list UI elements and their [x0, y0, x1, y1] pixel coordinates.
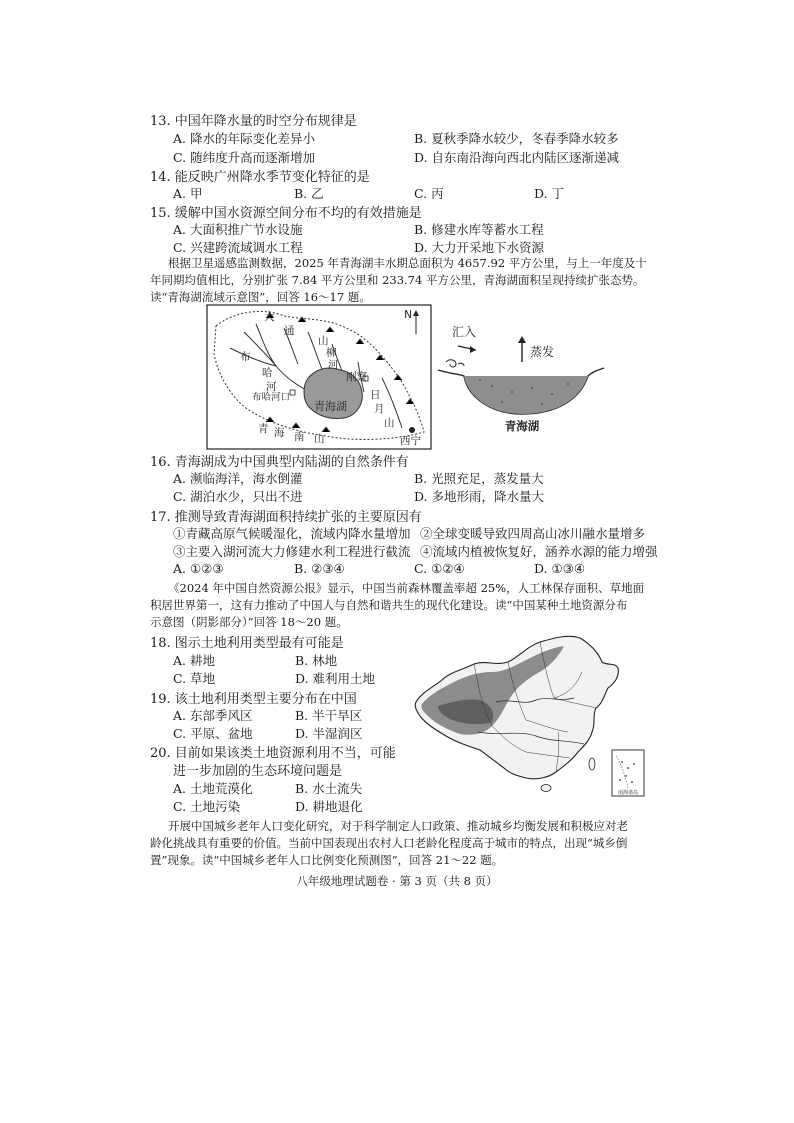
gangcha-label: 刚察 [346, 371, 367, 383]
question-16-stem: 16. 青海湖成为中国典型内陆湖的自然条件有 [150, 455, 409, 470]
passage-2-line-2: 积居世界第一，这有力推动了中国人与自然和谐共生的现代化建设。读“中国某种土地资源分布 [150, 598, 628, 612]
q13-option-a: A. 降水的年际变化差异小 [173, 131, 315, 146]
map-label-shan-1: 山 [318, 335, 329, 347]
passage-1-line-2: 年同期均值相比，分别扩张 7.84 平方公里和 233.74 平方公里，青海湖面积呈现持续扩张态势。 [150, 273, 645, 287]
map-label-ri: 日 [370, 389, 381, 401]
map-label-shan-3: 山 [314, 433, 325, 445]
q20-option-b: B. 水土流失 [295, 781, 363, 796]
map-label-bu: 布 [240, 351, 251, 363]
q14-option-b: B. 乙 [294, 186, 324, 201]
section-lake-label: 青海湖 [504, 419, 540, 433]
q13-option-c: C. 随纬度升高而逐渐增加 [173, 150, 316, 165]
passage-2-line-3: 示意图（阴影部分）”回答 18～20 题。 [150, 615, 348, 629]
q14-option-d: D. 丁 [534, 186, 565, 201]
q19-option-b: B. 半干旱区 [295, 708, 363, 723]
map-label-qing: 青 [258, 423, 269, 435]
question-15-stem: 15. 缓解中国水资源空间分布不均的有效措施是 [150, 206, 422, 221]
q19-option-d: D. 半湿润区 [295, 726, 363, 741]
buha-river-mouth-label: 布哈河口 [252, 392, 291, 403]
map-label-tong: 通 [284, 325, 295, 337]
map-label-shan-2: 山 [384, 417, 395, 429]
passage-2-line-1: 《2024 年中国自然资源公报》显示，中国当前森林覆盖率超 25%，人工林保存面积、草地面 [168, 581, 645, 595]
question-13-stem: 13. 中国年降水量的时空分布规律是 [150, 114, 357, 129]
q15-option-a: A. 大面积推广节水设施 [173, 222, 303, 237]
xining-label: 西宁 [400, 435, 421, 447]
q13-option-d: D. 自东南沿海向西北内陆区逐渐递减 [414, 150, 620, 165]
map-label-liu-he: 河 [328, 359, 339, 371]
question-14-stem: 14. 能反映广州降水季节变化特征的是 [150, 170, 370, 185]
question-20-stem-line-2: 进一步加剧的生态环境问题是 [173, 764, 343, 779]
evaporation-label: 蒸发 [530, 345, 555, 359]
q17-statement-1: ①青藏高原气候暖湿化，流域内降水量增加 [173, 526, 411, 541]
map-label-yue: 月 [374, 403, 385, 415]
question-18-stem: 18. 图示土地利用类型最有可能是 [150, 636, 344, 651]
q15-option-d: D. 大力开采地下水资源 [414, 240, 545, 255]
lake-label: 青海湖 [314, 400, 347, 413]
q19-option-c: C. 平原、盆地 [173, 726, 253, 741]
q16-option-b: B. 光照充足，蒸发量大 [414, 471, 544, 486]
q17-option-c: C. ①②④ [414, 561, 465, 576]
q18-option-d: D. 难利用土地 [295, 671, 376, 686]
passage-1-line-3: 读“青海湖流域示意图”，回答 16～17 题。 [150, 290, 371, 304]
page-footer: 八年级地理试题卷 · 第 3 页（共 8 页） [296, 874, 498, 888]
q17-option-a: A. ①②③ [173, 561, 224, 576]
q17-statement-2: ②全球变暖导致四周高山冰川融水量增多 [420, 526, 646, 541]
passage-3-line-2: 龄化挑战具有重要的价值。当前中国表现出农村人口老龄化程度高于城市的特点，出现“城乡倒 [150, 836, 628, 850]
q20-option-d: D. 耕地退化 [295, 799, 363, 814]
q18-option-a: A. 耕地 [173, 653, 215, 668]
q16-option-a: A. 濒临海洋，海水倒灌 [173, 471, 303, 486]
map-label-nan: 南 [294, 431, 305, 443]
passage-1-line-1: 根据卫星遥感监测数据，2025 年青海湖丰水期总面积为 4657.92 平方公里，与上一年度及十 [168, 256, 647, 270]
question-17-stem: 17. 推测导致青海湖面积持续扩张的主要原因有 [150, 510, 422, 525]
q15-option-b: B. 修建水库等蓄水工程 [414, 222, 544, 237]
map-label-he: 河 [266, 381, 277, 393]
q16-option-d: D. 多地形雨，降水量大 [414, 489, 545, 504]
q17-option-d: D. ①③④ [534, 561, 586, 576]
map-label-da: 大 [264, 311, 275, 323]
question-19-stem: 19. 该土地利用类型主要分布在中国 [150, 692, 357, 707]
map-label-hai: 海 [274, 427, 285, 439]
passage-3-line-3: 置”现象。读“中国城乡老年人口比例变化预测图”，回答 21～22 题。 [150, 853, 504, 867]
question-20-stem-line-1: 20. 目前如果该类土地资源利用不当，可能 [150, 746, 396, 761]
qinghai-lake-basin-map [206, 304, 432, 450]
q14-option-c: C. 丙 [414, 186, 444, 201]
passage-3-line-1: 开展中国城乡老年人口变化研究，对于科学制定人口政策、推动城乡均衡发展和积极应对老 [168, 819, 628, 833]
q16-option-c: C. 湖泊水少，只出不进 [173, 489, 303, 504]
q13-option-b: B. 夏秋季降水较少，冬春季降水较多 [414, 131, 619, 146]
q18-option-c: C. 草地 [173, 671, 216, 686]
q14-option-a: A. 甲 [173, 186, 203, 201]
inset-label: 南海诸岛 [617, 790, 639, 796]
q20-option-c: C. 土地污染 [173, 799, 241, 814]
map-label-ha: 哈 [262, 367, 273, 379]
lake-cross-section-diagram [432, 318, 606, 436]
map-label-liu: 柳 [326, 347, 337, 359]
q17-statement-4: ④流域内植被恢复好，涵养水源的能力增强 [420, 544, 658, 559]
q17-statement-3: ③主要入湖河流大力修建水利工程进行截流 [173, 544, 411, 559]
north-label: N [404, 309, 412, 321]
q18-option-b: B. 林地 [295, 653, 338, 668]
q17-option-b: B. ②③④ [294, 561, 345, 576]
q20-option-a: A. 土地荒漠化 [173, 781, 253, 796]
china-land-resource-map [408, 632, 648, 802]
q15-option-c: C. 兴建跨流域调水工程 [173, 240, 303, 255]
q19-option-a: A. 东部季风区 [173, 708, 253, 723]
inflow-label: 汇入 [452, 325, 477, 339]
